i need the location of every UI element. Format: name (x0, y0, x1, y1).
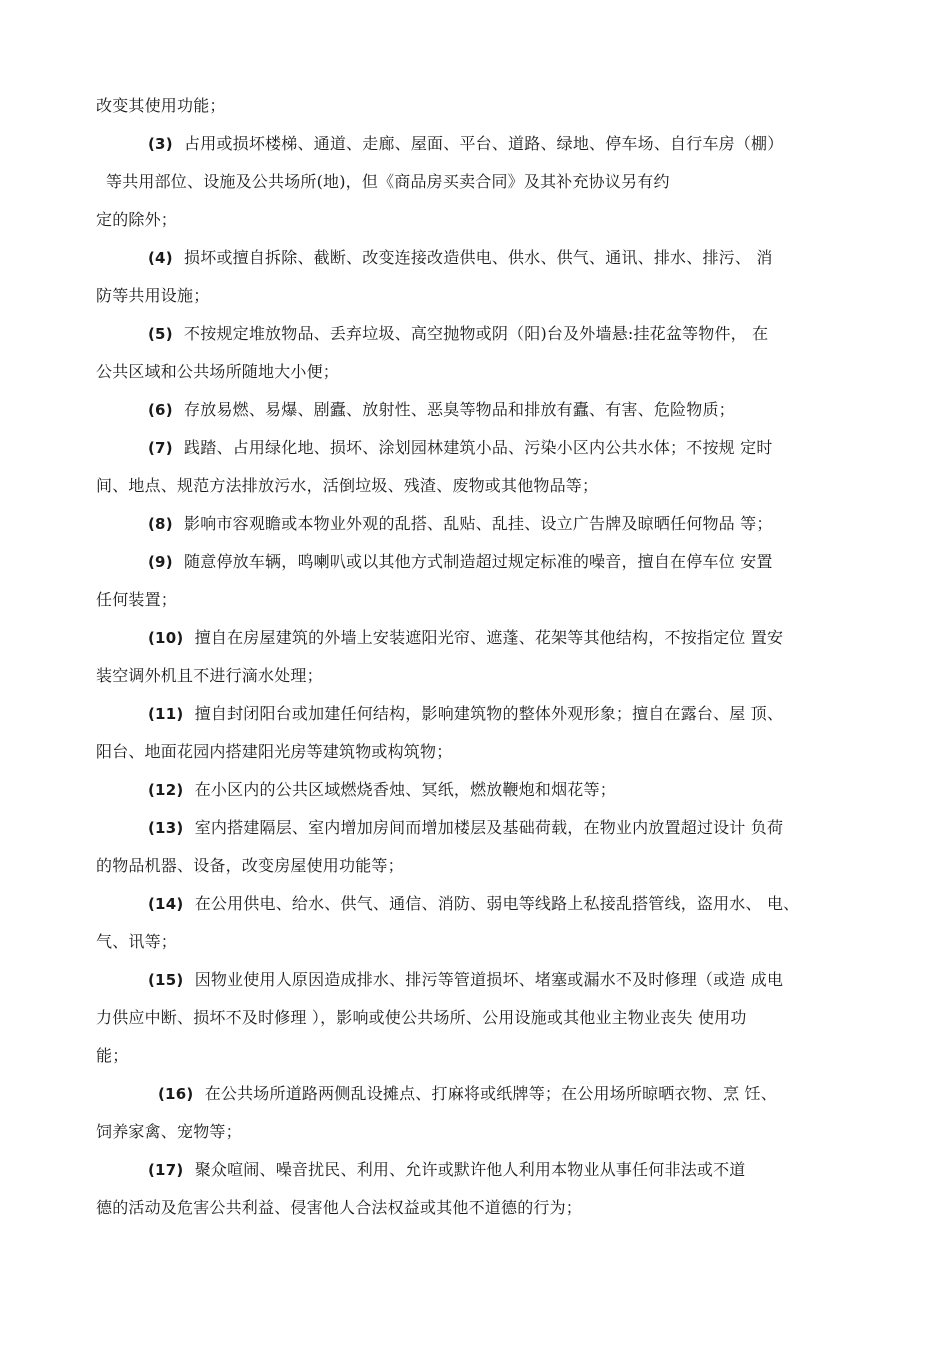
item-number: (17) (148, 1161, 184, 1179)
line-text: 气、讯等； (96, 932, 178, 951)
line-text: 在公用供电、给水、供气、通信、消防、弱电等线路上私接乱搭管线，盗用水、 电、 (194, 894, 800, 913)
item-number: (13) (148, 819, 184, 837)
line-text: 因物业使用人原因造成排水、排污等管道损坏、堵塞或漏水不及时修理（或造 成电 (194, 970, 784, 989)
list-item-14 (148, 893, 799, 915)
line-text: 践踏、占用绿化地、损坏、涂划园林建筑小品、污染小区内公共水体；不按规 定时 (184, 438, 773, 457)
line-text: 饲养家禽、宠物等； (96, 1122, 242, 1141)
line-text: 擅自在房屋建筑的外墙上安装遮阳光帘、遮蓬、花架等其他结构，不按指定位 置安 (194, 628, 784, 647)
item-number: (4) (148, 249, 173, 267)
text-line (96, 1045, 128, 1067)
item-number: (9) (148, 553, 173, 571)
line-text: 在公共场所道路两侧乱设摊点、打麻将或纸牌等；在公用场所晾晒衣物、烹 饪、 (204, 1084, 777, 1103)
text-line (106, 171, 670, 193)
text-line (96, 95, 226, 117)
list-item-10 (148, 627, 783, 649)
text-line (96, 931, 177, 953)
list-item-3 (148, 133, 783, 155)
text-line (96, 1197, 582, 1219)
line-text: 的物品机器、设备，改变房屋使用功能等； (96, 856, 404, 875)
list-item-15 (148, 969, 783, 991)
list-item-17 (148, 1159, 746, 1181)
item-number: (15) (148, 971, 184, 989)
line-text: 损坏或擅自拆除、截断、改变连接改造供电、供水、供气、通讯、排水、排污、 消 (184, 248, 773, 267)
line-text: 公共区域和公共场所随地大小便； (96, 362, 340, 381)
line-text: 擅自封闭阳台或加建任何结构，影响建筑物的整体外观形象；擅自在露台、屋 顶、 (194, 704, 784, 723)
text-line (96, 475, 598, 497)
line-text: 影响市容观瞻或本物业外观的乱搭、乱贴、乱挂、设立广告牌及晾晒任何物品 等； (184, 514, 773, 533)
list-item-11 (148, 703, 783, 725)
line-text: 在小区内的公共区域燃烧香烛、冥纸，燃放鞭炮和烟花等； (194, 780, 616, 799)
item-number: (12) (148, 781, 184, 799)
item-number: (5) (148, 325, 173, 343)
line-text: 占用或损坏楼梯、通道、走廊、屋面、平台、道路、绿地、停车场、自行车房（棚） (184, 134, 784, 153)
text-line (96, 1121, 242, 1143)
list-item-8 (148, 513, 773, 535)
line-text: 能； (96, 1046, 129, 1065)
text-line (96, 209, 177, 231)
list-item-5 (148, 323, 768, 345)
line-text: 随意停放车辆，鸣喇叭或以其他方式制造超过规定标准的噪音，擅自在停车位 安置 (184, 552, 773, 571)
text-line (96, 741, 452, 763)
text-line (96, 665, 323, 687)
line-text: 装空调外机且不进行滴水处理； (96, 666, 323, 685)
item-number: (3) (148, 135, 173, 153)
text-line (96, 589, 177, 611)
item-number: (8) (148, 515, 173, 533)
list-item-16 (158, 1083, 777, 1105)
list-item-7 (148, 437, 773, 459)
item-number: (6) (148, 401, 173, 419)
line-text: 阳台、地面花园内搭建阳光房等建筑物或构筑物； (96, 742, 453, 761)
list-item-6 (148, 399, 735, 421)
list-item-4 (148, 247, 773, 269)
line-text: 定的除外； (96, 210, 178, 229)
item-number: (11) (148, 705, 184, 723)
line-text: 室内搭建隔层、室内增加房间而增加楼层及基础荷载，在物业内放置超过设计 负荷 (194, 818, 784, 837)
text-line (96, 361, 339, 383)
text-line (96, 285, 209, 307)
line-text: 改变其使用功能； (96, 96, 226, 115)
item-number: (14) (148, 895, 184, 913)
line-text: 力供应中断、损坏不及时修理 ），影响或使公共场所、公用设施或其他业主物业丧失 使用功 (96, 1008, 747, 1027)
text-line (96, 855, 404, 877)
list-item-12 (148, 779, 616, 801)
line-text: 等共用部位、设施及公共场所(地)，但《商品房买卖合同》及其补充协议另有约 (106, 172, 670, 191)
line-text: 聚众喧闹、噪音扰民、利用、允许或默许他人利用本物业从事任何非法或不道 (194, 1160, 746, 1179)
line-text: 任何装置； (96, 590, 178, 609)
item-number: (16) (158, 1085, 194, 1103)
list-item-13 (148, 817, 783, 839)
list-item-9 (148, 551, 773, 573)
item-number: (7) (148, 439, 173, 457)
item-number: (10) (148, 629, 184, 647)
line-text: 间、地点、规范方法排放污水，活倒垃圾、残渣、废物或其他物品等； (96, 476, 599, 495)
text-line (96, 1007, 747, 1029)
line-text: 存放易燃、易爆、剧蠹、放射性、恶臭等物品和排放有蠹、有害、危险物质； (184, 400, 735, 419)
line-text: 不按规定堆放物品、丢弃垃圾、高空抛物或阴（阳)台及外墙悬:挂花盆等物件， 在 (184, 324, 769, 343)
line-text: 德的活动及危害公共利益、侵害他人合法权益或其他不道德的行为； (96, 1198, 583, 1217)
line-text: 防等共用设施； (96, 286, 210, 305)
